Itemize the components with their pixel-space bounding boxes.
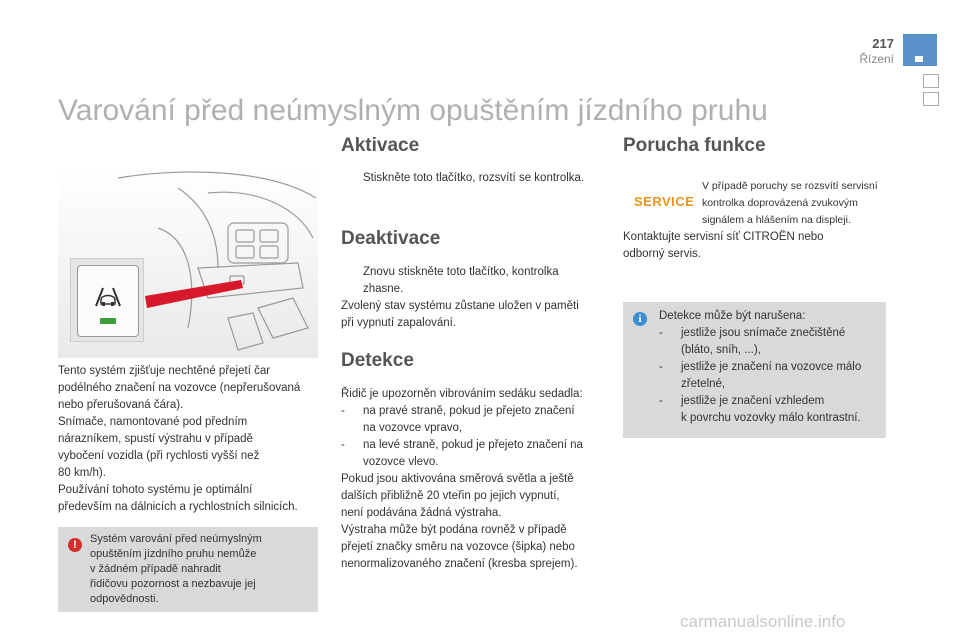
- info-icon: i: [633, 312, 647, 326]
- info-item: [659, 325, 881, 342]
- service-text: [702, 178, 892, 229]
- intro-line: nebo přerušovaná čára).: [58, 399, 184, 411]
- warning-line: řidičovu pozornost a nezbavuje jej: [90, 578, 256, 590]
- detection-intro: Řidič je upozorněn vibrováním sedáku sedadla:: [341, 388, 583, 400]
- detection-line: není podávána žádná výstraha.: [341, 507, 502, 519]
- chapter-tab-marker: [915, 56, 923, 62]
- intro-line: Tento systém zjišťuje nechtěné přejetí čar: [58, 365, 271, 377]
- contact-line: Kontaktujte servisní síť CITROËN nebo: [623, 231, 824, 243]
- detection-item-cont: vozovce vlevo.: [363, 456, 439, 468]
- chapter-tab-empty-2[interactable]: [923, 92, 939, 106]
- detection-item-text: na levé straně, pokud je přejeto značení na: [363, 439, 583, 451]
- lane-button-closeup: [70, 258, 144, 342]
- warning-line: opuštěním jízdního pruhu nemůže: [90, 548, 257, 560]
- page-number: 217: [872, 36, 894, 51]
- warning-icon: !: [68, 538, 82, 552]
- intro-line: 80 km/h).: [58, 467, 106, 479]
- contact-text: [623, 229, 893, 263]
- deactivation-bullet-cont: zhasne.: [363, 283, 404, 295]
- dash-mark: -: [341, 405, 345, 417]
- dash-mark: -: [341, 439, 345, 451]
- footer-watermark: carmanualsonline.info: [680, 612, 846, 631]
- section-name: Řízení: [859, 52, 894, 66]
- activation-bullet: [341, 170, 611, 187]
- intro-line: podélného značení na vozovce (nepřerušovaná: [58, 382, 301, 394]
- intro-line: nárazníkem, spustí výstrahu v případě: [58, 433, 253, 445]
- detection-item: [341, 403, 616, 420]
- info-text: [659, 308, 881, 427]
- detection-line: nenormalizovaného značení (kresba sprejem).: [341, 558, 578, 570]
- service-line: V případě poruchy se rozsvítí servisní: [702, 180, 878, 192]
- heading-activation: Aktivace: [341, 135, 420, 156]
- chapter-tab-empty-1[interactable]: [923, 74, 939, 88]
- info-item-text: jestliže je značení vzhledem: [681, 395, 825, 407]
- warning-line: odpovědnosti.: [90, 593, 159, 605]
- detection-item: [341, 437, 616, 454]
- lane-departure-icon: [92, 282, 124, 308]
- intro-line: vybočení vozidla (při rychlosti vyšší než: [58, 450, 260, 462]
- service-warning-icon: SERVICE: [634, 194, 695, 209]
- deactivation-line: při vypnutí zapalování.: [341, 317, 457, 329]
- heading-detection: Detekce: [341, 350, 414, 371]
- info-item-text: jestliže jsou snímače znečištěné: [681, 327, 846, 339]
- intro-line: především na dálnicích a rychlostních silnicích.: [58, 501, 298, 513]
- detection-item-text: na pravé straně, pokud je přejeto značení: [363, 405, 575, 417]
- intro-text: [58, 363, 328, 516]
- bullet-icon: [341, 264, 363, 281]
- heading-malfunction: Porucha funkce: [623, 135, 766, 156]
- deactivation-line: Zvolený stav systému zůstane uložen v paměti: [341, 300, 579, 312]
- heading-deactivation: Deaktivace: [341, 228, 441, 249]
- intro-line: Snímače, namontované pod předním: [58, 416, 248, 428]
- warning-line: Systém varování před neúmyslným: [90, 533, 262, 545]
- info-item-cont: (bláto, sníh, ...),: [681, 344, 761, 356]
- detection-line: Výstraha může být podána rovněž v případě: [341, 524, 567, 536]
- detection-line: přejetí značky směru na vozovce (šipka) nebo: [341, 541, 575, 553]
- pointer-arrow: [145, 278, 245, 308]
- info-note: [623, 302, 886, 438]
- info-item-text: jestliže je značení na vozovce málo: [681, 361, 862, 373]
- detection-block: [341, 386, 616, 573]
- activation-text: Stiskněte toto tlačítko, rozsvítí se kontrolka.: [363, 172, 585, 184]
- warning-line: v žádném případě nahradit: [90, 563, 221, 575]
- intro-line: Používání tohoto systému je optimální: [58, 484, 253, 496]
- service-line: kontrolka doprovázená zvukovým: [702, 197, 858, 209]
- page-title: Varování před neúmyslným opuštěním jízdního pruhu: [58, 94, 768, 127]
- lane-button[interactable]: [77, 265, 139, 337]
- bullet-icon: [341, 170, 363, 187]
- deactivation-block: [341, 264, 611, 332]
- info-item: [659, 393, 881, 410]
- contact-line: odborný servis.: [623, 248, 701, 260]
- warning-note: [58, 527, 318, 612]
- info-item-cont: zřetelné,: [681, 378, 726, 390]
- deactivation-bullet-text: Znovu stiskněte toto tlačítko, kontrolka: [363, 266, 559, 278]
- detection-item-cont: na vozovce vpravo,: [363, 422, 463, 434]
- dash-mark: -: [659, 395, 663, 407]
- warning-text: [90, 532, 310, 607]
- dash-mark: -: [659, 327, 663, 339]
- dash-mark: -: [659, 361, 663, 373]
- indicator-light: [100, 318, 116, 324]
- detection-line: Pokud jsou aktivována směrová světla a ještě: [341, 473, 574, 485]
- info-item: [659, 359, 881, 376]
- info-item-cont: k povrchu vozovky málo kontrastní.: [681, 412, 861, 424]
- detection-line: dalších přibližně 20 vteřin po jejich vypnutí,: [341, 490, 560, 502]
- info-intro: Detekce může být narušena:: [659, 310, 806, 322]
- service-line: signálem a hlášením na displeji.: [702, 214, 851, 226]
- deactivation-bullet: [341, 264, 611, 281]
